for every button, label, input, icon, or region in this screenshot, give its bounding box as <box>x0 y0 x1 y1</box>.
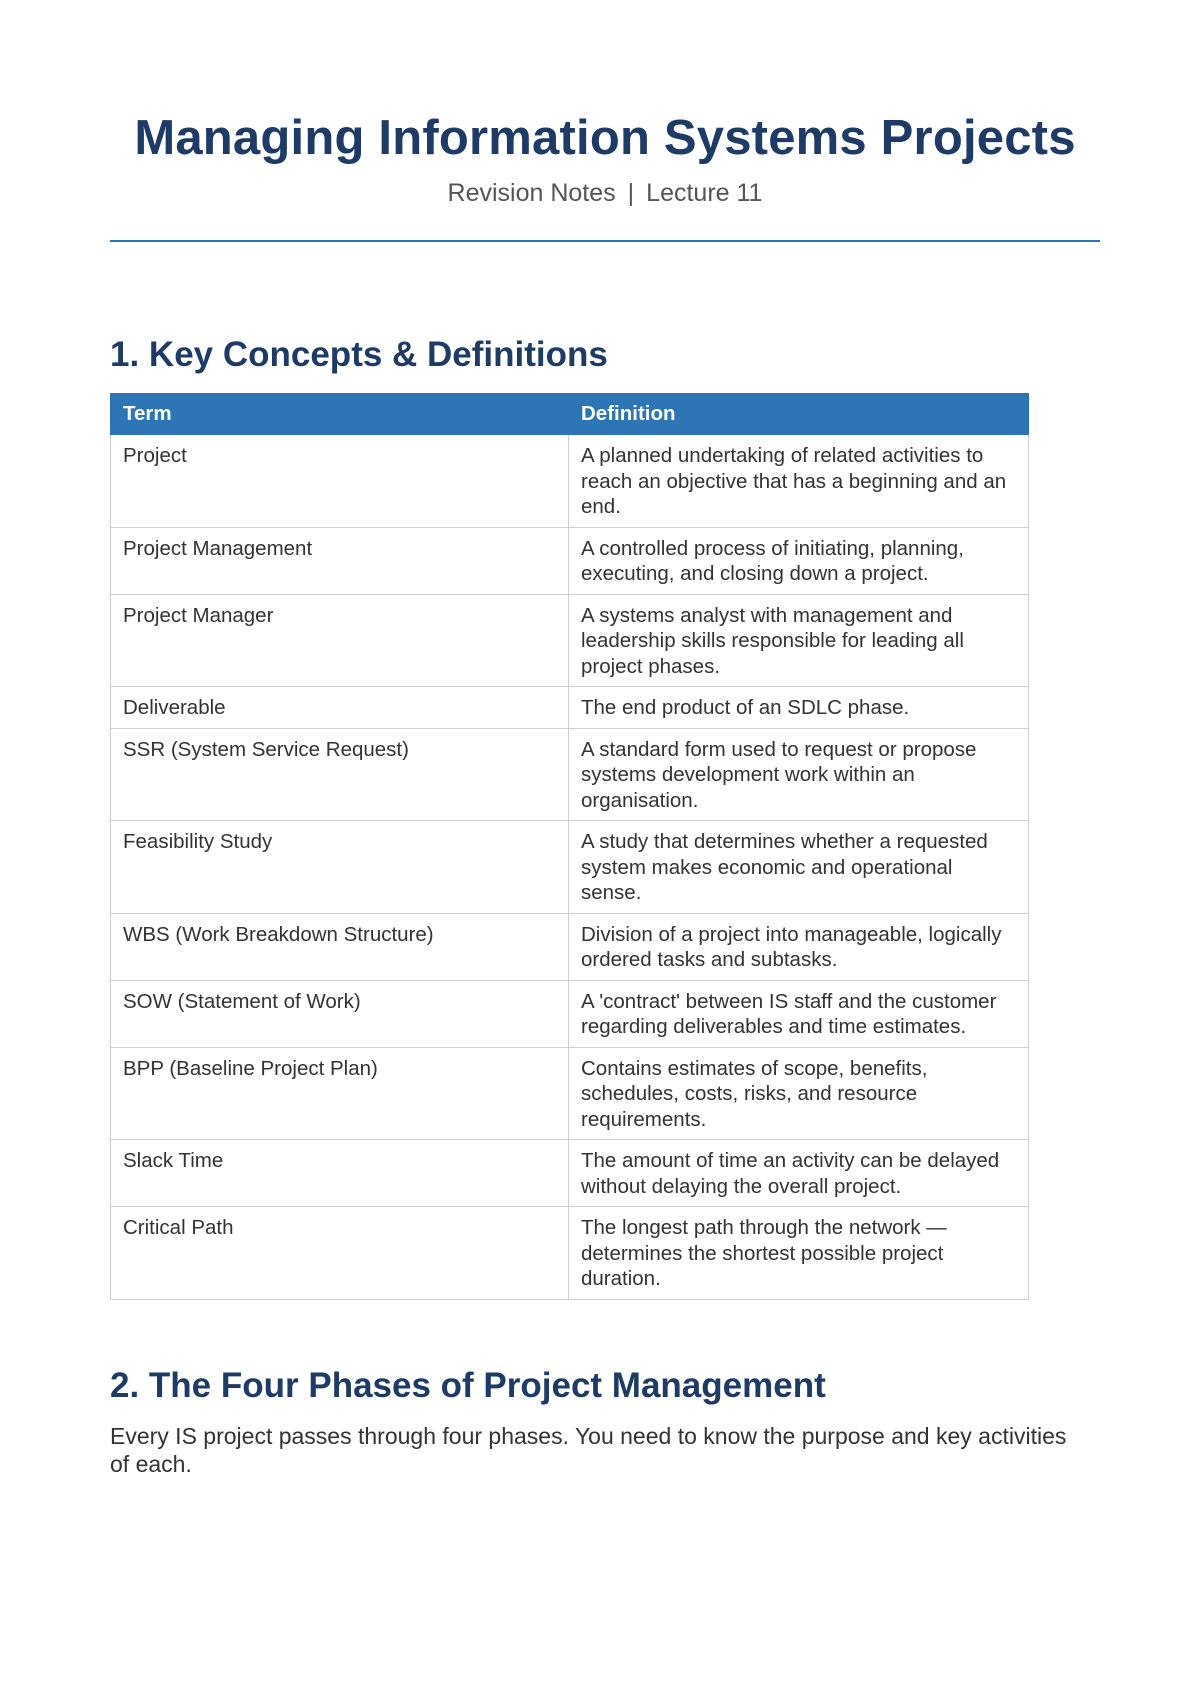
definition-cell: A systems analyst with management and leadership skills responsible for leading all project phases. <box>569 594 1029 687</box>
table-row <box>111 1140 1029 1207</box>
document-page <box>110 0 1100 1501</box>
term-cell: SSR (System Service Request) <box>111 728 569 821</box>
table-row <box>111 687 1029 729</box>
term-cell: Deliverable <box>111 687 569 729</box>
subtitle-lecture: Lecture 11 <box>646 179 763 207</box>
term-cell: Feasibility Study <box>111 821 569 914</box>
term-cell: Project Manager <box>111 594 569 687</box>
table-row <box>111 1207 1029 1300</box>
table-row <box>111 1047 1029 1140</box>
definition-cell: A standard form used to request or propose systems development work within an organisation. <box>569 728 1029 821</box>
term-cell: Slack Time <box>111 1140 569 1207</box>
definitions-table <box>110 393 1029 1300</box>
table-row <box>111 821 1029 914</box>
table-row <box>111 527 1029 594</box>
definition-cell: Contains estimates of scope, benefits, schedules, costs, risks, and resource requirements. <box>569 1047 1029 1140</box>
column-header-definition: Definition <box>569 394 1029 435</box>
definition-cell: A controlled process of initiating, planning, executing, and closing down a project. <box>569 527 1029 594</box>
table-row <box>111 594 1029 687</box>
term-cell: SOW (Statement of Work) <box>111 980 569 1047</box>
column-header-term: Term <box>111 394 569 435</box>
table-row <box>111 435 1029 528</box>
definition-cell: The amount of time an activity can be delayed without delaying the overall project. <box>569 1140 1029 1207</box>
term-cell: Project <box>111 435 569 528</box>
section-intro-paragraph: Every IS project passes through four phases. You need to know the purpose and key activities of each. <box>110 1422 1067 1477</box>
table-header-row <box>111 394 1029 435</box>
section-heading-key-concepts: 1. Key Concepts & Definitions <box>110 335 608 374</box>
term-cell: WBS (Work Breakdown Structure) <box>111 913 569 980</box>
definition-cell: The end product of an SDLC phase. <box>569 687 1029 729</box>
title-divider <box>110 240 1100 242</box>
definition-cell: A study that determines whether a requested system makes economic and operational sense. <box>569 821 1029 914</box>
term-cell: Critical Path <box>111 1207 569 1300</box>
subtitle-separator: | <box>627 179 635 207</box>
document-title: Managing Information Systems Projects <box>134 111 1076 165</box>
definition-cell: A 'contract' between IS staff and the customer regarding deliverables and time estimates. <box>569 980 1029 1047</box>
document-subtitle <box>110 178 1100 208</box>
definition-cell: The longest path through the network — determines the shortest possible project duration. <box>569 1207 1029 1300</box>
subtitle-revision-notes: Revision Notes <box>447 179 616 207</box>
table-row <box>111 728 1029 821</box>
term-cell: Project Management <box>111 527 569 594</box>
term-cell: BPP (Baseline Project Plan) <box>111 1047 569 1140</box>
table-row <box>111 913 1029 980</box>
definition-cell: Division of a project into manageable, logically ordered tasks and subtasks. <box>569 913 1029 980</box>
table-row <box>111 980 1029 1047</box>
section-heading-four-phases: 2. The Four Phases of Project Management <box>110 1365 826 1405</box>
definition-cell: A planned undertaking of related activities to reach an objective that has a beginning and an end. <box>569 435 1029 528</box>
